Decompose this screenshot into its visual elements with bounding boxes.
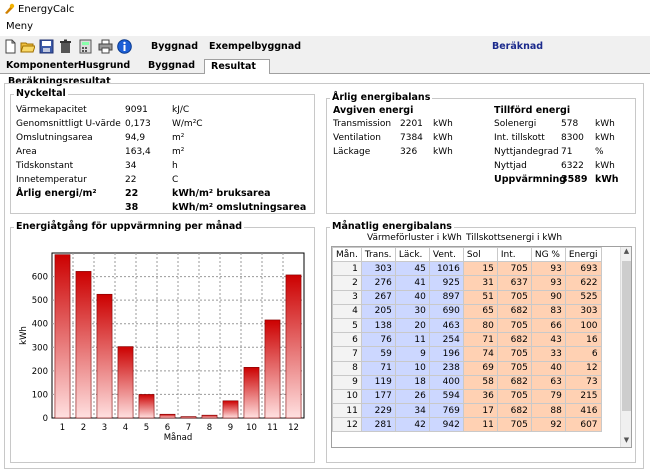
- title-bar: [0, 0, 650, 19]
- bar: [55, 255, 70, 418]
- tab-byggnad[interactable]: Byggnad: [148, 60, 196, 71]
- x-tick-label: 3: [101, 423, 108, 433]
- table-cell: 925: [429, 276, 463, 290]
- supplied-value: 71: [561, 147, 573, 157]
- table-row[interactable]: [333, 375, 602, 389]
- table-cell: 705: [497, 262, 531, 276]
- table-cell: 11: [333, 404, 362, 418]
- new-file-icon[interactable]: [3, 39, 18, 54]
- app-icon: [3, 3, 15, 15]
- bar: [139, 394, 154, 418]
- table-cell: 41: [395, 276, 429, 290]
- bar: [244, 367, 259, 418]
- table-cell: 65: [463, 304, 497, 318]
- menu-bar: [0, 19, 650, 36]
- col-header[interactable]: Trans.: [361, 248, 395, 262]
- table-cell: 2: [333, 276, 362, 290]
- table-cell: 705: [497, 347, 531, 361]
- table-cell: 93: [531, 276, 565, 290]
- table-row[interactable]: [333, 389, 602, 403]
- table-cell: 31: [463, 276, 497, 290]
- x-tick-label: 5: [143, 423, 150, 433]
- table-cell: 59: [361, 347, 395, 361]
- table-cell: 6: [565, 347, 601, 361]
- table-cell: 682: [497, 404, 531, 418]
- table-cell: 66: [531, 318, 565, 332]
- gain-caption: Tillskottsenergi i kWh: [466, 233, 563, 243]
- table-row[interactable]: [333, 361, 602, 375]
- table-row[interactable]: [333, 347, 602, 361]
- table-cell: 83: [531, 304, 565, 318]
- tab-komponenter[interactable]: Komponenter: [6, 60, 79, 71]
- kf-unit: h: [172, 161, 178, 171]
- y-tick-label: 500: [31, 296, 48, 307]
- given-unit: kWh: [433, 119, 453, 129]
- given-label: Ventilation: [333, 133, 381, 143]
- table-cell: 63: [531, 375, 565, 389]
- table-cell: 1016: [429, 262, 463, 276]
- given-value: 7384: [400, 133, 423, 143]
- monthly-heating-chart: [12, 231, 312, 461]
- y-tick-label: 0: [42, 414, 48, 424]
- tab-bar: [0, 58, 650, 74]
- table-cell: 705: [497, 418, 531, 432]
- table-cell: 281: [361, 418, 395, 432]
- kf-value: 9091: [125, 105, 148, 115]
- heating-value: 3589: [561, 174, 588, 185]
- col-header[interactable]: Energi: [565, 248, 601, 262]
- key-figures-title: Nyckeltal: [16, 88, 66, 99]
- table-row[interactable]: [333, 290, 602, 304]
- table-cell: 36: [463, 389, 497, 403]
- bar: [160, 414, 175, 418]
- calculate-button[interactable]: Beräknad: [492, 41, 544, 52]
- table-cell: 71: [463, 333, 497, 347]
- table-cell: 9: [333, 375, 362, 389]
- table-cell: 682: [497, 304, 531, 318]
- supplied-value: 8300: [561, 133, 584, 143]
- table-cell: 622: [565, 276, 601, 290]
- y-tick-label: 400: [31, 319, 48, 330]
- save-icon[interactable]: [39, 39, 54, 54]
- table-cell: 90: [531, 290, 565, 304]
- table-row[interactable]: [333, 404, 602, 418]
- bar: [286, 275, 301, 418]
- table-cell: 79: [531, 389, 565, 403]
- calculator-icon[interactable]: [78, 39, 93, 54]
- table-cell: 4: [333, 304, 362, 318]
- table-scrollbar[interactable]: [620, 247, 631, 447]
- table-cell: 138: [361, 318, 395, 332]
- supplied-label: Nyttjandegrad: [494, 147, 559, 157]
- table-cell: 11: [395, 333, 429, 347]
- table-cell: 177: [361, 389, 395, 403]
- table-cell: 92: [531, 418, 565, 432]
- table-cell: 17: [463, 404, 497, 418]
- kf-label: Innetemperatur: [16, 175, 87, 185]
- supplied-unit: %: [595, 147, 604, 157]
- table-cell: 33: [531, 347, 565, 361]
- given-value: 2201: [400, 119, 423, 129]
- table-cell: 594: [429, 389, 463, 403]
- bar: [97, 294, 112, 418]
- x-tick-label: 12: [288, 423, 299, 433]
- y-tick-label: 600: [31, 272, 48, 283]
- info-icon[interactable]: [117, 39, 132, 54]
- open-folder-icon[interactable]: [20, 39, 35, 54]
- kf-unit: C: [172, 175, 179, 185]
- col-header[interactable]: Int.: [497, 248, 531, 262]
- table-cell: 238: [429, 361, 463, 375]
- bar: [76, 271, 91, 418]
- supplied-unit: kWh: [595, 119, 615, 129]
- x-tick-label: 6: [164, 423, 171, 433]
- annual-energy-unit: kWh/m² bruksarea: [172, 188, 271, 199]
- results-panel: [0, 74, 650, 475]
- table-row[interactable]: [333, 262, 602, 276]
- monthly-table: [332, 247, 602, 432]
- tab-resultat[interactable]: Resultat: [204, 59, 270, 74]
- supplied-unit: kWh: [595, 161, 615, 171]
- supplied-label: Nyttjad: [494, 161, 527, 171]
- table-cell: 5: [333, 318, 362, 332]
- heating-unit: kWh: [595, 174, 619, 185]
- table-cell: 76: [361, 333, 395, 347]
- given-value: 326: [400, 147, 418, 157]
- table-cell: 1: [333, 262, 362, 276]
- kf-value: 0,173: [125, 119, 151, 129]
- table-cell: 682: [497, 333, 531, 347]
- table-cell: 897: [429, 290, 463, 304]
- table-cell: 693: [565, 262, 601, 276]
- table-cell: 267: [361, 290, 395, 304]
- x-tick-label: 1: [59, 423, 66, 433]
- table-cell: 34: [395, 404, 429, 418]
- menu-item-meny[interactable]: Meny: [6, 21, 34, 32]
- table-cell: 12: [333, 418, 362, 432]
- building-name: Exempelbyggnad: [209, 41, 302, 52]
- supplied-value: 578: [561, 119, 579, 129]
- given-unit: kWh: [433, 147, 453, 157]
- supplied-value: 6322: [561, 161, 584, 171]
- table-cell: 690: [429, 304, 463, 318]
- supplied-unit: kWh: [595, 133, 615, 143]
- monthly-balance-title: Månatlig energibalans: [332, 221, 452, 232]
- annual-energy-label: Årlig energi/m²: [16, 188, 97, 199]
- table-row[interactable]: [333, 276, 602, 290]
- annual-balance-title: Årlig energibalans: [332, 92, 431, 103]
- table-cell: 7: [333, 347, 362, 361]
- table-row[interactable]: [333, 333, 602, 347]
- table-cell: 74: [463, 347, 497, 361]
- col-header[interactable]: Sol: [463, 248, 497, 262]
- table-cell: 705: [497, 318, 531, 332]
- table-cell: 196: [429, 347, 463, 361]
- table-row[interactable]: [333, 318, 602, 332]
- annual-energy-value: 22: [125, 188, 139, 199]
- x-tick-label: 11: [267, 423, 278, 433]
- col-header[interactable]: Vent.: [429, 248, 463, 262]
- kf-label: Genomsnittligt U-värde: [16, 119, 121, 129]
- table-header-row: [333, 248, 602, 262]
- col-header[interactable]: NG %: [531, 248, 565, 262]
- table-cell: 705: [497, 290, 531, 304]
- supplied-energy-title: Tillförd energi: [494, 105, 571, 116]
- kf-unit: W/m²C: [172, 119, 203, 129]
- x-tick-label: 10: [246, 423, 257, 433]
- kf-unit: m²: [172, 147, 185, 157]
- table-cell: 276: [361, 276, 395, 290]
- table-cell: 69: [463, 361, 497, 375]
- table-cell: 45: [395, 262, 429, 276]
- table-cell: 9: [395, 347, 429, 361]
- given-energy-title: Avgiven energi: [333, 105, 414, 116]
- table-cell: 16: [565, 333, 601, 347]
- table-row[interactable]: [333, 304, 602, 318]
- table-cell: 10: [395, 361, 429, 375]
- table-cell: 100: [565, 318, 601, 332]
- x-tick-label: 2: [80, 423, 87, 433]
- given-label: Transmission: [333, 119, 392, 129]
- kf-value: 34: [125, 161, 137, 171]
- annual-energy-value: 38: [125, 202, 139, 213]
- table-cell: 80: [463, 318, 497, 332]
- table-cell: 254: [429, 333, 463, 347]
- annual-energy-unit: kWh/m² omslutningsarea: [172, 202, 307, 213]
- y-tick-label: 100: [31, 390, 48, 401]
- supplied-label: Solenergi: [494, 119, 537, 129]
- bar: [181, 417, 196, 418]
- toolbar: [0, 36, 650, 58]
- kf-unit: kJ/C: [172, 105, 190, 115]
- table-cell: 705: [497, 389, 531, 403]
- table-cell: 400: [429, 375, 463, 389]
- bar: [223, 401, 238, 418]
- scroll-up-icon[interactable]: ▲: [623, 247, 630, 255]
- table-row[interactable]: [333, 418, 602, 432]
- table-cell: 58: [463, 375, 497, 389]
- section-title: Beräkningsresultat: [8, 76, 111, 87]
- bar: [118, 347, 133, 418]
- table-cell: 303: [361, 262, 395, 276]
- heat-loss-caption: Värmeförluster i kWh: [367, 233, 462, 243]
- col-header[interactable]: Läck.: [395, 248, 429, 262]
- table-cell: 30: [395, 304, 429, 318]
- table-cell: 26: [395, 389, 429, 403]
- kf-label: Tidskonstant: [16, 161, 74, 171]
- kf-value: 94,9: [125, 133, 146, 143]
- table-cell: 71: [361, 361, 395, 375]
- table-cell: 229: [361, 404, 395, 418]
- table-cell: 40: [531, 361, 565, 375]
- table-cell: 303: [565, 304, 601, 318]
- table-cell: 18: [395, 375, 429, 389]
- kf-unit: m²: [172, 133, 185, 143]
- table-cell: 8: [333, 361, 362, 375]
- tab-husgrund[interactable]: Husgrund: [78, 60, 131, 71]
- table-cell: 15: [463, 262, 497, 276]
- kf-label: Värmekapacitet: [16, 105, 87, 115]
- table-cell: 6: [333, 333, 362, 347]
- table-cell: 51: [463, 290, 497, 304]
- building-label: Byggnad: [151, 41, 199, 52]
- table-cell: 73: [565, 375, 601, 389]
- table-cell: 416: [565, 404, 601, 418]
- given-unit: kWh: [433, 133, 453, 143]
- delete-icon[interactable]: [58, 39, 73, 54]
- y-tick-label: 200: [31, 366, 48, 377]
- table-cell: 682: [497, 375, 531, 389]
- bar: [202, 415, 217, 418]
- table-cell: 705: [497, 361, 531, 375]
- x-axis-label: Månad: [163, 433, 193, 443]
- scroll-down-icon[interactable]: ▼: [623, 436, 630, 444]
- col-header[interactable]: Mån.: [333, 248, 362, 262]
- table-cell: 942: [429, 418, 463, 432]
- kf-label: Omslutningsarea: [16, 133, 93, 143]
- table-cell: 10: [333, 389, 362, 403]
- monthly-table-container: [331, 246, 632, 448]
- y-tick-label: 300: [31, 343, 48, 354]
- x-tick-label: 4: [122, 423, 129, 433]
- y-axis-label: kWh: [19, 326, 29, 345]
- table-cell: 11: [463, 418, 497, 432]
- table-cell: 43: [531, 333, 565, 347]
- table-cell: 607: [565, 418, 601, 432]
- table-cell: 20: [395, 318, 429, 332]
- kf-value: 163,4: [125, 147, 151, 157]
- table-cell: 42: [395, 418, 429, 432]
- window-title: EnergyCalc: [18, 4, 75, 15]
- scrollbar-thumb[interactable]: [622, 261, 631, 411]
- x-tick-label: 8: [206, 423, 213, 433]
- table-cell: 525: [565, 290, 601, 304]
- table-cell: 12: [565, 361, 601, 375]
- given-label: Läckage: [333, 147, 371, 157]
- x-tick-label: 7: [185, 423, 192, 433]
- table-cell: 93: [531, 262, 565, 276]
- table-cell: 769: [429, 404, 463, 418]
- table-cell: 3: [333, 290, 362, 304]
- table-cell: 205: [361, 304, 395, 318]
- x-tick-label: 9: [227, 423, 234, 433]
- kf-value: 22: [125, 175, 137, 185]
- table-cell: 119: [361, 375, 395, 389]
- supplied-label: Int. tillskott: [494, 133, 545, 143]
- kf-label: Area: [16, 147, 37, 157]
- bar: [265, 320, 280, 418]
- heating-label: Uppvärmning: [494, 174, 567, 185]
- table-cell: 215: [565, 389, 601, 403]
- table-cell: 463: [429, 318, 463, 332]
- table-cell: 637: [497, 276, 531, 290]
- table-cell: 40: [395, 290, 429, 304]
- table-cell: 88: [531, 404, 565, 418]
- chart-box-title: Energiåtgång för uppvärmning per månad: [16, 221, 243, 232]
- print-icon[interactable]: [98, 39, 113, 54]
